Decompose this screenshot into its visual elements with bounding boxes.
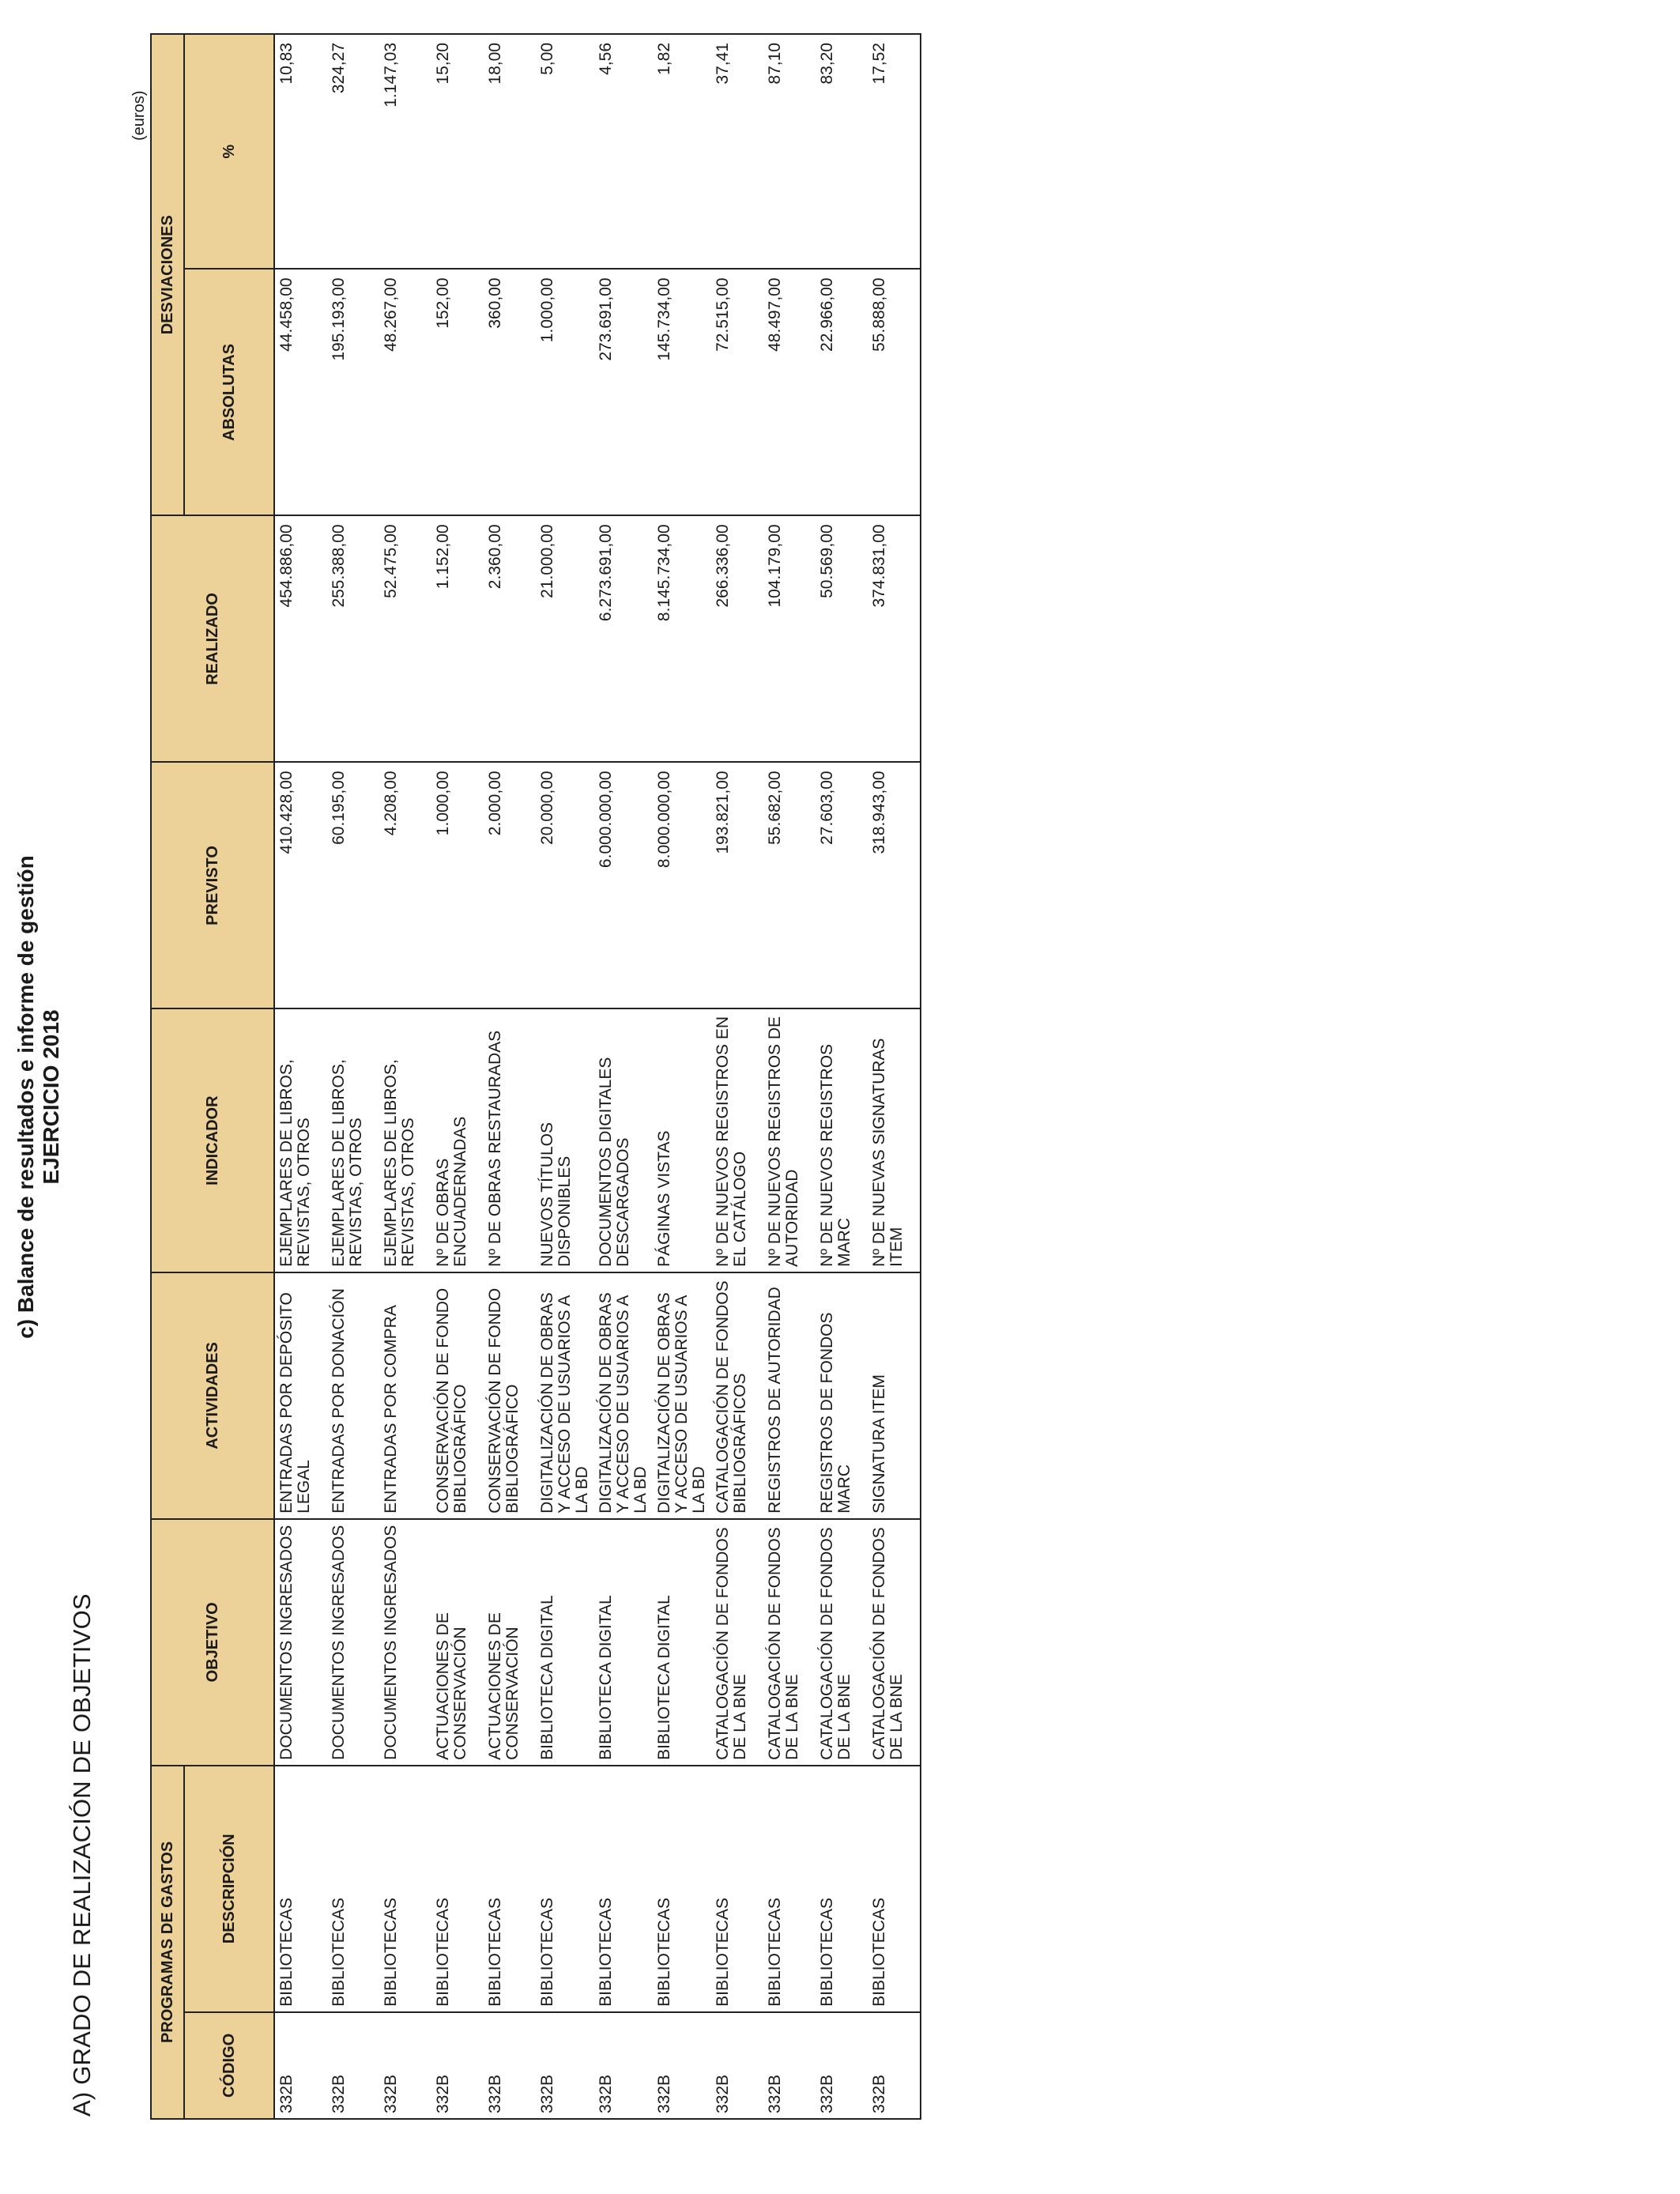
cell-realizado: 52.475,00 [379,515,431,762]
cell-pct: 5,00 [536,34,594,269]
cell-objetivo: DOCUMENTOS INGRESADOS [327,1519,379,1766]
cell-realizado: 104.179,00 [763,515,816,762]
cell-descripcion: BIBLIOTECAS [711,1766,763,2012]
cell-indicador: Nº DE OBRAS RESTAURADAS [484,1008,536,1272]
cell-objetivo: CATALOGACIÓN DE FONDOS DE LA BNE [816,1519,868,1766]
cell-previsto: 8.000.000,00 [653,762,711,1008]
table-body [274,34,921,2119]
cell-indicador: EJEMPLARES DE LIBROS, REVISTAS, OTROS [327,1008,379,1272]
cell-objetivo: CATALOGACIÓN DE FONDOS DE LA BNE [763,1519,816,1766]
cell-absolutas: 22.966,00 [816,269,868,515]
cell-descripcion: BIBLIOTECAS [274,1766,327,2012]
title-line-1: c) Balance de resultados e informe de gestión [13,855,38,1339]
cell-actividades: REGISTROS DE AUTORIDAD [763,1272,816,1519]
cell-indicador: EJEMPLARES DE LIBROS, REVISTAS, OTROS [379,1008,431,1272]
cell-absolutas: 44.458,00 [274,269,327,515]
cell-absolutas: 1.000,00 [536,269,594,515]
cell-absolutas: 145.734,00 [653,269,711,515]
cell-pct: 83,20 [816,34,868,269]
cell-indicador: NUEVOS TÍTULOS DISPONIBLES [536,1008,594,1272]
cell-codigo: 332B [274,2012,327,2119]
cell-realizado: 374.831,00 [868,515,921,762]
cell-pct: 18,00 [484,34,536,269]
section-heading: A) GRADO DE REALIZACIÓN DE OBJETIVOS [68,1593,96,2117]
cell-realizado: 21.000,00 [536,515,594,762]
cell-absolutas: 72.515,00 [711,269,763,515]
cell-objetivo: DOCUMENTOS INGRESADOS [274,1519,327,1766]
cell-realizado: 255.388,00 [327,515,379,762]
cell-previsto: 2.000,00 [484,762,536,1008]
objectives-table [150,33,921,2120]
column-header-actividades: ACTIVIDADES [151,1272,274,1519]
cell-codigo: 332B [536,2012,594,2119]
column-header-indicador: INDICADOR [151,1008,274,1272]
table-row [484,34,536,2119]
column-header-realizado: REALIZADO [151,515,274,762]
cell-codigo: 332B [653,2012,711,2119]
cell-codigo: 332B [868,2012,921,2119]
cell-codigo: 332B [379,2012,431,2119]
cell-actividades: CONSERVACIÓN DE FONDO BIBLIOGRÁFICO [484,1272,536,1519]
cell-indicador: Nº DE NUEVOS REGISTROS MARC [816,1008,868,1272]
cell-absolutas: 195.193,00 [327,269,379,515]
cell-actividades: ENTRADAS POR DONACIÓN [327,1272,379,1519]
cell-objetivo: DOCUMENTOS INGRESADOS [379,1519,431,1766]
cell-previsto: 193.821,00 [711,762,763,1008]
column-header-absolutas: ABSOLUTAS [184,269,274,515]
cell-indicador: Nº DE NUEVAS SIGNATURAS ITEM [868,1008,921,1272]
table-row [327,34,379,2119]
cell-previsto: 4.208,00 [379,762,431,1008]
cell-objetivo: CATALOGACIÓN DE FONDOS DE LA BNE [868,1519,921,1766]
cell-absolutas: 273.691,00 [594,269,653,515]
cell-descripcion: BIBLIOTECAS [536,1766,594,2012]
column-header-objetivo: OBJETIVO [151,1519,274,1766]
table-row [816,34,868,2119]
cell-actividades: DIGITALIZACIÓN DE OBRAS Y ACCESO DE USUARIOS A LA BD [536,1272,594,1519]
column-header-previsto: PREVISTO [151,762,274,1008]
cell-codigo: 332B [594,2012,653,2119]
cell-realizado: 8.145.734,00 [653,515,711,762]
column-header-descripcion: DESCRIPCIÓN [184,1766,274,2012]
cell-indicador: Nº DE NUEVOS REGISTROS EN EL CATÁLOGO [711,1008,763,1272]
cell-pct: 1,82 [653,34,711,269]
cell-codigo: 332B [763,2012,816,2119]
column-header-codigo: CÓDIGO [184,2012,274,2119]
cell-previsto: 60.195,00 [327,762,379,1008]
cell-objetivo: ACTUACIONES DE CONSERVACIÓN [484,1519,536,1766]
table-row [653,34,711,2119]
cell-absolutas: 48.267,00 [379,269,431,515]
table-row [763,34,816,2119]
table-row [431,34,484,2119]
cell-pct: 17,52 [868,34,921,269]
cell-pct: 1.147,03 [379,34,431,269]
cell-codigo: 332B [431,2012,484,2119]
cell-previsto: 410.428,00 [274,762,327,1008]
table-row [274,34,327,2119]
cell-previsto: 6.000.000,00 [594,762,653,1008]
cell-absolutas: 48.497,00 [763,269,816,515]
cell-indicador: PÁGINAS VISTAS [653,1008,711,1272]
cell-objetivo: BIBLIOTECA DIGITAL [594,1519,653,1766]
cell-actividades: ENTRADAS POR COMPRA [379,1272,431,1519]
cell-descripcion: BIBLIOTECAS [594,1766,653,2012]
cell-realizado: 1.152,00 [431,515,484,762]
table-row [536,34,594,2119]
cell-objetivo: CATALOGACIÓN DE FONDOS DE LA BNE [711,1519,763,1766]
cell-absolutas: 55.888,00 [868,269,921,515]
cell-descripcion: BIBLIOTECAS [327,1766,379,2012]
table-row [594,34,653,2119]
table-row [379,34,431,2119]
cell-actividades: DIGITALIZACIÓN DE OBRAS Y ACCESO DE USUARIOS A LA BD [653,1272,711,1519]
cell-previsto: 27.603,00 [816,762,868,1008]
cell-actividades: ENTRADAS POR DEPÓSITO LEGAL [274,1272,327,1519]
cell-indicador: EJEMPLARES DE LIBROS, REVISTAS, OTROS [274,1008,327,1272]
cell-realizado: 454.886,00 [274,515,327,762]
cell-previsto: 1.000,00 [431,762,484,1008]
cell-objetivo: BIBLIOTECA DIGITAL [536,1519,594,1766]
cell-pct: 37,41 [711,34,763,269]
cell-realizado: 50.569,00 [816,515,868,762]
cell-realizado: 6.273.691,00 [594,515,653,762]
cell-descripcion: BIBLIOTECAS [653,1766,711,2012]
cell-codigo: 332B [816,2012,868,2119]
cell-descripcion: BIBLIOTECAS [379,1766,431,2012]
cell-objetivo: BIBLIOTECA DIGITAL [653,1519,711,1766]
cell-indicador: Nº DE OBRAS ENCUADERNADAS [431,1008,484,1272]
header-row-groups [151,34,184,2119]
cell-pct: 4,56 [594,34,653,269]
cell-descripcion: BIBLIOTECAS [763,1766,816,2012]
cell-actividades: SIGNATURA ITEM [868,1272,921,1519]
cell-descripcion: BIBLIOTECAS [816,1766,868,2012]
units-label: (euros) [130,90,148,141]
cell-codigo: 332B [484,2012,536,2119]
cell-actividades: CONSERVACIÓN DE FONDO BIBLIOGRÁFICO [431,1272,484,1519]
cell-pct: 10,83 [274,34,327,269]
group-header-programas: PROGRAMAS DE GASTOS [151,1766,184,2119]
cell-previsto: 20.000,00 [536,762,594,1008]
cell-absolutas: 360,00 [484,269,536,515]
cell-previsto: 55.682,00 [763,762,816,1008]
cell-pct: 324,27 [327,34,379,269]
cell-indicador: DOCUMENTOS DIGITALES DESCARGADOS [594,1008,653,1272]
cell-realizado: 2.360,00 [484,515,536,762]
cell-codigo: 332B [327,2012,379,2119]
cell-actividades: REGISTROS DE FONDOS MARC [816,1272,868,1519]
cell-pct: 87,10 [763,34,816,269]
cell-pct: 15,20 [431,34,484,269]
cell-objetivo: ACTUACIONES DE CONSERVACIÓN [431,1519,484,1766]
cell-actividades: CATALOGACIÓN DE FONDOS BIBLIOGRÁFICOS [711,1272,763,1519]
table-row [711,34,763,2119]
cell-actividades: DIGITALIZACIÓN DE OBRAS Y ACCESO DE USUARIOS A LA BD [594,1272,653,1519]
cell-descripcion: BIBLIOTECAS [868,1766,921,2012]
cell-indicador: Nº DE NUEVOS REGISTROS DE AUTORIDAD [763,1008,816,1272]
column-header-pct: % [184,34,274,269]
group-header-desviaciones: DESVIACIONES [151,34,184,515]
cell-absolutas: 152,00 [431,269,484,515]
table-row [868,34,921,2119]
cell-previsto: 318.943,00 [868,762,921,1008]
cell-realizado: 266.336,00 [711,515,763,762]
title-line-2: EJERCICIO 2018 [39,1009,63,1185]
cell-descripcion: BIBLIOTECAS [431,1766,484,2012]
cell-descripcion: BIBLIOTECAS [484,1766,536,2012]
cell-codigo: 332B [711,2012,763,2119]
